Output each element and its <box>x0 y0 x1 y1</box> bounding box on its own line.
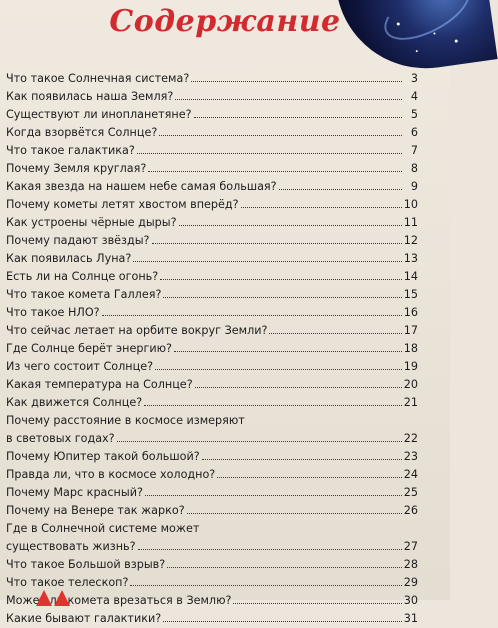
dot-leader <box>179 225 402 226</box>
toc-page-number: 7 <box>410 144 418 157</box>
toc-entry-label: Существуют ли инопланетяне? <box>6 108 192 121</box>
toc-entry-label: Когда взорвётся Солнце? <box>6 126 158 139</box>
toc-page-number: 15 <box>403 288 418 301</box>
toc-entry-line2 <box>6 430 418 448</box>
toc-entry-label: Какая температура на Солнце? <box>6 378 193 391</box>
toc-entry-label: Как движется Солнце? <box>6 396 143 409</box>
toc-page-number: 17 <box>403 324 418 337</box>
dot-leader <box>191 81 402 82</box>
toc-entry-label-continued: в световых годах? <box>6 432 115 445</box>
toc-entry-label: Почему Юпитер такой большой? <box>6 450 200 463</box>
dot-leader <box>145 495 402 496</box>
dot-leader <box>117 441 402 442</box>
toc-page-number: 12 <box>403 234 418 247</box>
dot-leader <box>175 99 402 100</box>
toc-page-number: 22 <box>403 432 418 445</box>
toc-page-number: 11 <box>403 216 418 229</box>
toc-entry-label: Что такое Большой взрыв? <box>6 558 166 571</box>
toc-page-number: 16 <box>403 306 418 319</box>
dot-leader <box>138 549 402 550</box>
dot-leader <box>159 135 402 136</box>
toc-page-number: 25 <box>403 486 418 499</box>
toc-entry-label: Как появилась наша Земля? <box>6 90 174 103</box>
toc-entry <box>6 466 418 484</box>
dot-leader <box>194 117 402 118</box>
toc-entry <box>6 448 418 466</box>
toc-entry-label: Что такое комета Галлея? <box>6 288 162 301</box>
toc-entry <box>6 412 418 448</box>
toc-entry <box>6 88 418 106</box>
toc-page-number: 23 <box>403 450 418 463</box>
toc-page-number: 29 <box>403 576 418 589</box>
toc-entry-label: Есть ли на Солнце огонь? <box>6 270 159 283</box>
toc-page-number: 31 <box>403 612 418 625</box>
toc-page-number: 4 <box>410 90 418 103</box>
toc-page-number: 20 <box>403 378 418 391</box>
dot-leader <box>160 279 402 280</box>
dot-leader <box>217 477 402 478</box>
dot-leader <box>144 405 402 406</box>
toc-entry-label: Что такое галактика? <box>6 144 135 157</box>
dot-leader <box>269 333 401 334</box>
toc-entry <box>6 322 418 340</box>
dot-leader <box>137 153 402 154</box>
toc-entry-label: Может ли комета врезаться в Землю? <box>6 594 232 607</box>
dot-leader <box>195 387 402 388</box>
toc-page-number: 5 <box>410 108 418 121</box>
toc-entry-label: Какая звезда на нашем небе самая большая? <box>6 180 277 193</box>
toc-entry <box>6 160 418 178</box>
toc-entry-label: Почему на Венере так жарко? <box>6 504 185 517</box>
dot-leader <box>167 567 402 568</box>
toc-entry <box>6 106 418 124</box>
toc-entry <box>6 232 418 250</box>
toc-entry-label: Почему Марс красный? <box>6 486 143 499</box>
star-icon <box>455 39 458 42</box>
dot-leader <box>148 171 402 172</box>
triangle-decoration-icon <box>36 590 52 606</box>
toc-page-number: 26 <box>403 504 418 517</box>
dot-leader <box>241 207 402 208</box>
toc-entry <box>6 304 418 322</box>
toc-entry <box>6 214 418 232</box>
toc-entry <box>6 502 418 520</box>
toc-entry-label: Как устроены чёрные дыры? <box>6 216 177 229</box>
toc-entry-label: Почему падают звёзды? <box>6 234 150 247</box>
triangle-decoration-icon <box>54 590 70 606</box>
dot-leader <box>174 351 402 352</box>
toc-entry <box>6 142 418 160</box>
dot-leader <box>130 585 401 586</box>
toc-entry-label: Что такое НЛО? <box>6 306 100 319</box>
toc-entry-label: Что сейчас летает на орбите вокруг Земли? <box>6 324 268 337</box>
toc-entry-label: Что такое телескоп? <box>6 576 129 589</box>
toc-entry-label: Где в Солнечной системе может <box>6 522 200 535</box>
toc-entry-label: Почему Земля круглая? <box>6 162 147 175</box>
toc-page-number: 6 <box>410 126 418 139</box>
toc-page-number: 30 <box>403 594 418 607</box>
toc-entry <box>6 124 418 142</box>
bottom-decoration <box>36 586 84 606</box>
dot-leader <box>279 189 402 190</box>
dot-leader <box>152 243 402 244</box>
dot-leader <box>102 315 402 316</box>
toc-entry-label: Из чего состоит Солнце? <box>6 360 154 373</box>
toc-entry <box>6 268 418 286</box>
toc-page-number: 10 <box>403 198 418 211</box>
toc-entry-label: Какие бывают галактики? <box>6 612 162 625</box>
toc-entry <box>6 358 418 376</box>
toc-entry <box>6 610 418 628</box>
star-icon <box>416 50 418 52</box>
toc-entry-label: Как появилась Луна? <box>6 252 132 265</box>
toc-entry-label-continued: существовать жизнь? <box>6 540 136 553</box>
toc-entry <box>6 196 418 214</box>
toc-entry <box>6 556 418 574</box>
toc-entry <box>6 250 418 268</box>
dot-leader <box>233 603 401 604</box>
toc-entry-label: Почему расстояние в космосе измеряют <box>6 414 245 427</box>
toc-entry-label: Правда ли, что в космосе холодно? <box>6 468 216 481</box>
toc-entry <box>6 394 418 412</box>
dot-leader <box>133 261 401 262</box>
dot-leader <box>202 459 402 460</box>
dot-leader <box>163 297 401 298</box>
toc-page-number: 9 <box>410 180 418 193</box>
toc-entry <box>6 520 418 556</box>
table-of-contents <box>6 70 418 628</box>
toc-entry <box>6 70 418 88</box>
toc-page-number: 18 <box>403 342 418 355</box>
toc-page-number: 3 <box>410 72 418 85</box>
toc-entry-label: Почему кометы летят хвостом вперёд? <box>6 198 239 211</box>
toc-entry-line2 <box>6 538 418 556</box>
toc-page-number: 19 <box>403 360 418 373</box>
toc-page-number: 27 <box>403 540 418 553</box>
toc-entry <box>6 376 418 394</box>
dot-leader <box>163 621 402 622</box>
toc-entry <box>6 286 418 304</box>
toc-entry <box>6 484 418 502</box>
dot-leader <box>155 369 402 370</box>
toc-entry-label: Где Солнце берёт энергию? <box>6 342 172 355</box>
toc-page-number: 14 <box>403 270 418 283</box>
toc-page-number: 28 <box>403 558 418 571</box>
toc-page-number: 13 <box>403 252 418 265</box>
page-title: Содержание <box>109 4 341 39</box>
toc-entry <box>6 178 418 196</box>
dot-leader <box>187 513 402 514</box>
toc-page-number: 8 <box>410 162 418 175</box>
toc-entry <box>6 340 418 358</box>
toc-page-number: 21 <box>403 396 418 409</box>
toc-page-number: 24 <box>403 468 418 481</box>
toc-entry-label: Что такое Солнечная система? <box>6 72 190 85</box>
